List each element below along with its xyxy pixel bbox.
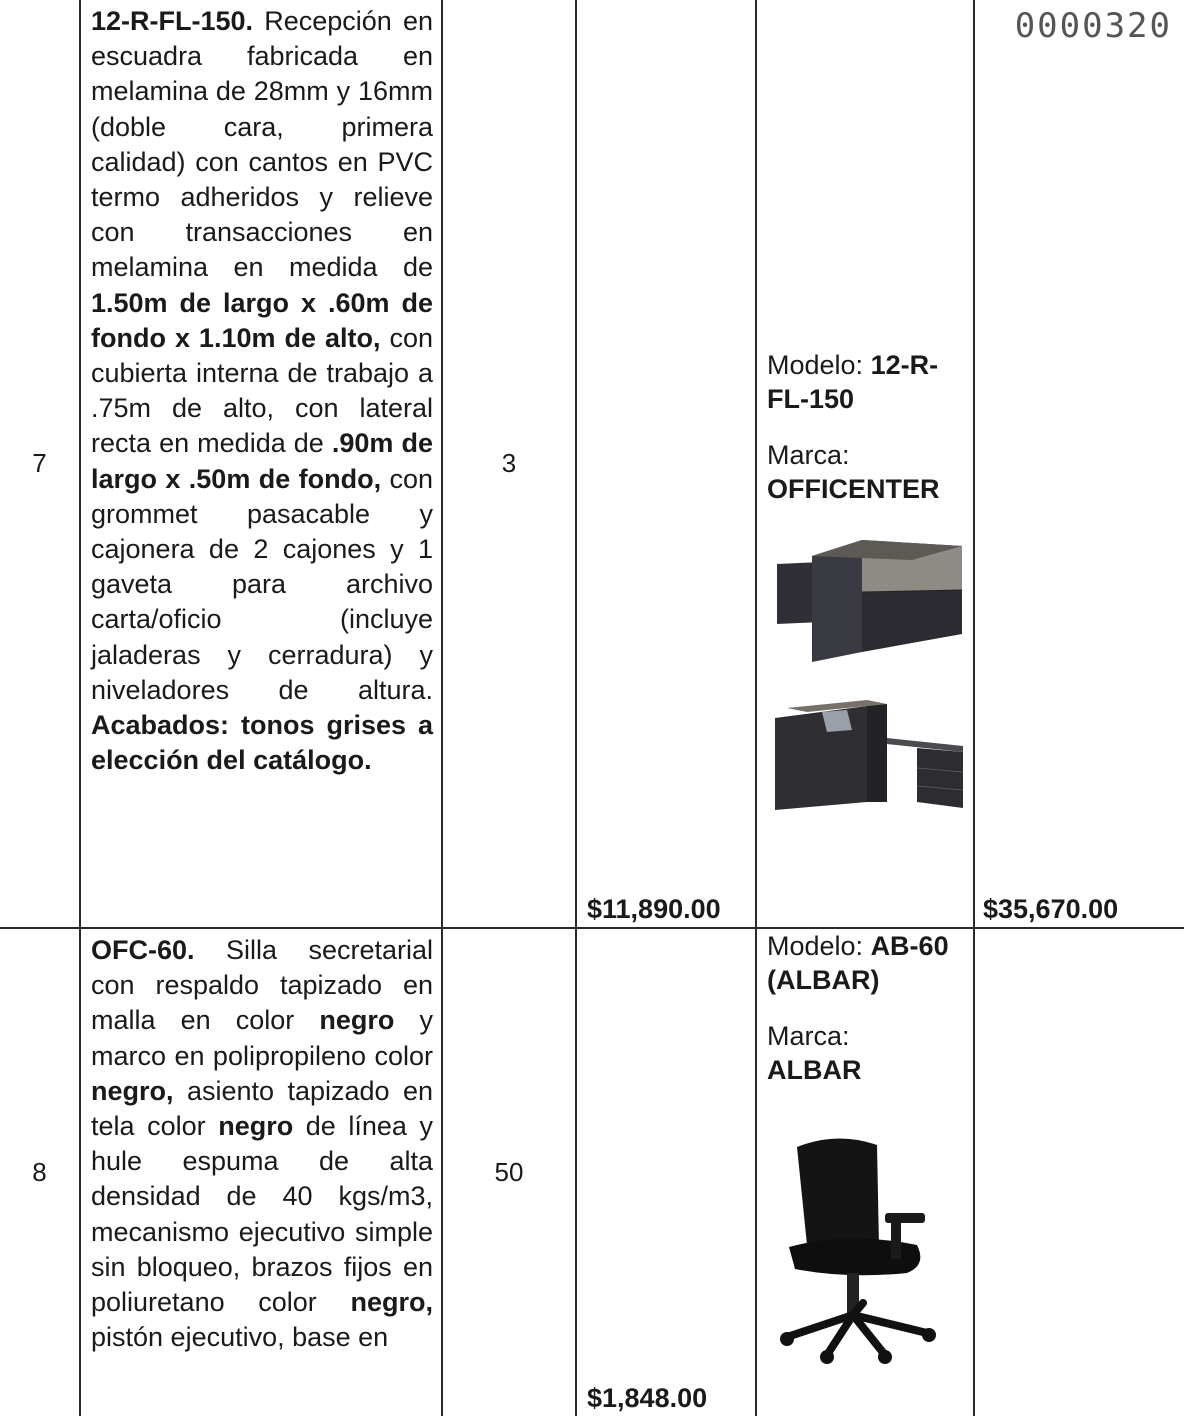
desc-color: negro [218,1111,294,1142]
item-code: 12-R-FL-150. [91,6,254,36]
item-quantity: 3 [442,0,576,928]
line-total [974,928,1184,1416]
page-stamp-number: 0000320 [1014,6,1172,46]
line-total: $35,670.00 [974,0,1184,928]
table-row [0,928,1184,1416]
unit-price: $1,848.00 [576,928,756,1416]
desc-color: negro, [91,1075,174,1106]
desc-text: Silla secretarial con respaldo tapizado en malla en color [91,935,433,1036]
reception-desk-image [767,534,967,684]
desc-text: de línea y hule espuma de alta densidad de 40 kgs/m3, mecanismo ejecutivo simple sin bloqueo, brazos fijos en poliuretano color [91,1111,434,1318]
item-description [80,0,442,928]
brand-value: OFFICENTER [767,474,940,504]
model-label: Modelo: [767,350,871,380]
desc-text: y marco en polipropileno color [91,1005,433,1071]
item-quantity: 50 [442,928,576,1416]
reception-desk-image-angle [767,698,967,818]
unit-price: $11,890.00 [576,0,756,928]
brand-label: Marca: [767,440,850,470]
model-cell [756,928,974,1416]
desc-text: con cubierta interna de trabajo a .75m de alto, con lateral recta en medida de [91,322,433,459]
model-label: Modelo: [767,931,871,961]
model-cell [756,0,974,928]
desc-text: con grommet pasacable y cajonera de 2 cajones y 1 gaveta para archivo carta/oficio (incluye jaladeras y cerradura) y niveladores de altura. [91,463,433,705]
model-value: 12-R-FL-150 [767,350,939,414]
desc-text: Recepción en escuadra fabricada en melamina de 28mm y 16mm (doble cara, primera calidad) con cantos en PVC termo adheridos y relieve con transacciones en melamina en medida de [91,6,433,283]
model-line [767,348,967,416]
office-chair-image [767,1127,967,1367]
desc-finishes: Acabados: tonos grises a elección del catálogo. [91,710,433,776]
model-value: AB-60 (ALBAR) [767,931,949,995]
brand-label: Marca: [767,1021,850,1051]
desc-color: negro [319,1005,395,1036]
desc-color: negro, [350,1287,433,1318]
model-line [767,929,967,997]
brand-value: ALBAR [767,1055,862,1085]
desc-text: asiento tapizado en tela color [91,1075,433,1142]
desc-text: pistón ejecutivo, base en [91,1322,389,1353]
item-code: OFC-60. [91,935,195,965]
item-number: 7 [0,0,80,928]
item-number: 8 [0,928,80,1416]
desc-lateral-dimensions: .90m de largo x .50m de fondo, [91,428,433,494]
desc-dimensions: 1.50m de largo x .60m de fondo x 1.10m de alto, [91,287,433,353]
item-description [80,928,442,1416]
